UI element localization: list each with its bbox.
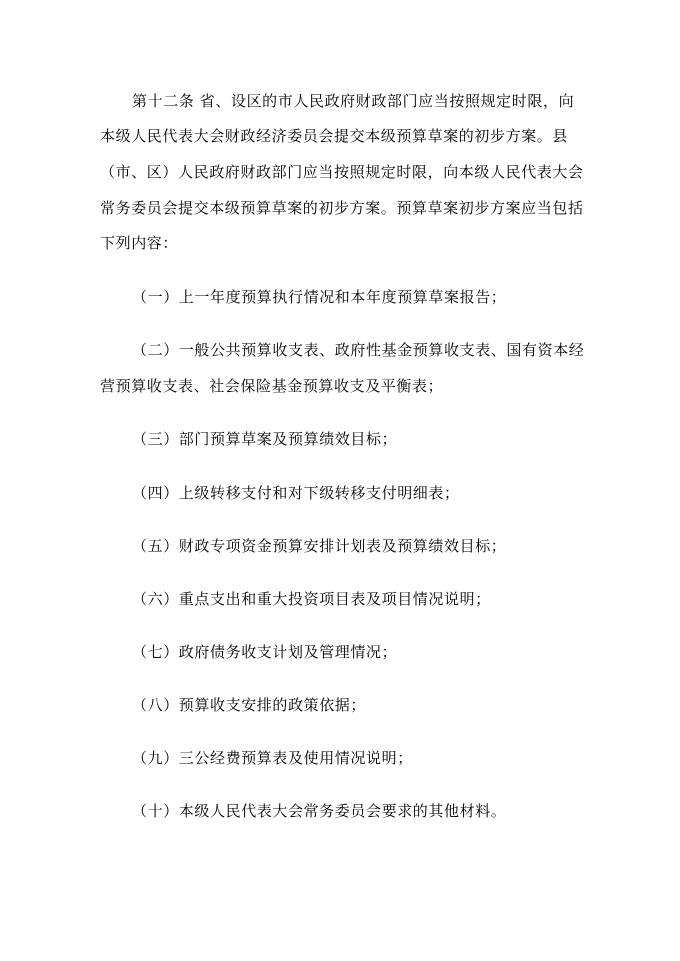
list-item: （四）上级转移支付和对下级转移支付明细表； xyxy=(132,484,460,502)
list-item: （十）本级人民代表大会常务委员会要求的其他材料。 xyxy=(132,802,507,820)
list-item: （六）重点支出和重大投资项目表及项目情况说明； xyxy=(132,590,491,608)
list-item: （八）预算收支安排的政策依据； xyxy=(132,696,367,714)
list-item: （三）部门预算草案及预算绩效目标； xyxy=(132,430,398,448)
article-line: 常务委员会提交本级预算草案的初步方案。预算草案初步方案应当包括 xyxy=(100,199,584,217)
list-item: （五）财政专项资金预算安排计划表及预算绩效目标； xyxy=(132,537,507,555)
article-line: 下列内容： xyxy=(100,234,179,252)
list-item: （七）政府债务收支计划及管理情况； xyxy=(132,643,398,661)
list-item-continuation: 营预算收支表、社会保险基金预算收支及平衡表； xyxy=(100,377,444,395)
article-line: （市、区）人民政府财政部门应当按照规定时限，向本级人民代表大会 xyxy=(100,163,584,181)
list-item: （一）上一年度预算执行情况和本年度预算草案报告； xyxy=(132,288,507,306)
list-item: （九）三公经费预算表及使用情况说明； xyxy=(132,749,413,767)
list-item: （二）一般公共预算收支表、政府性基金预算收支表、国有资本经 xyxy=(132,341,585,359)
article-line: 本级人民代表大会财政经济委员会提交本级预算草案的初步方案。县 xyxy=(100,127,569,145)
article-line: 第十二条 省、设区的市人民政府财政部门应当按照规定时限，向 xyxy=(132,92,575,110)
